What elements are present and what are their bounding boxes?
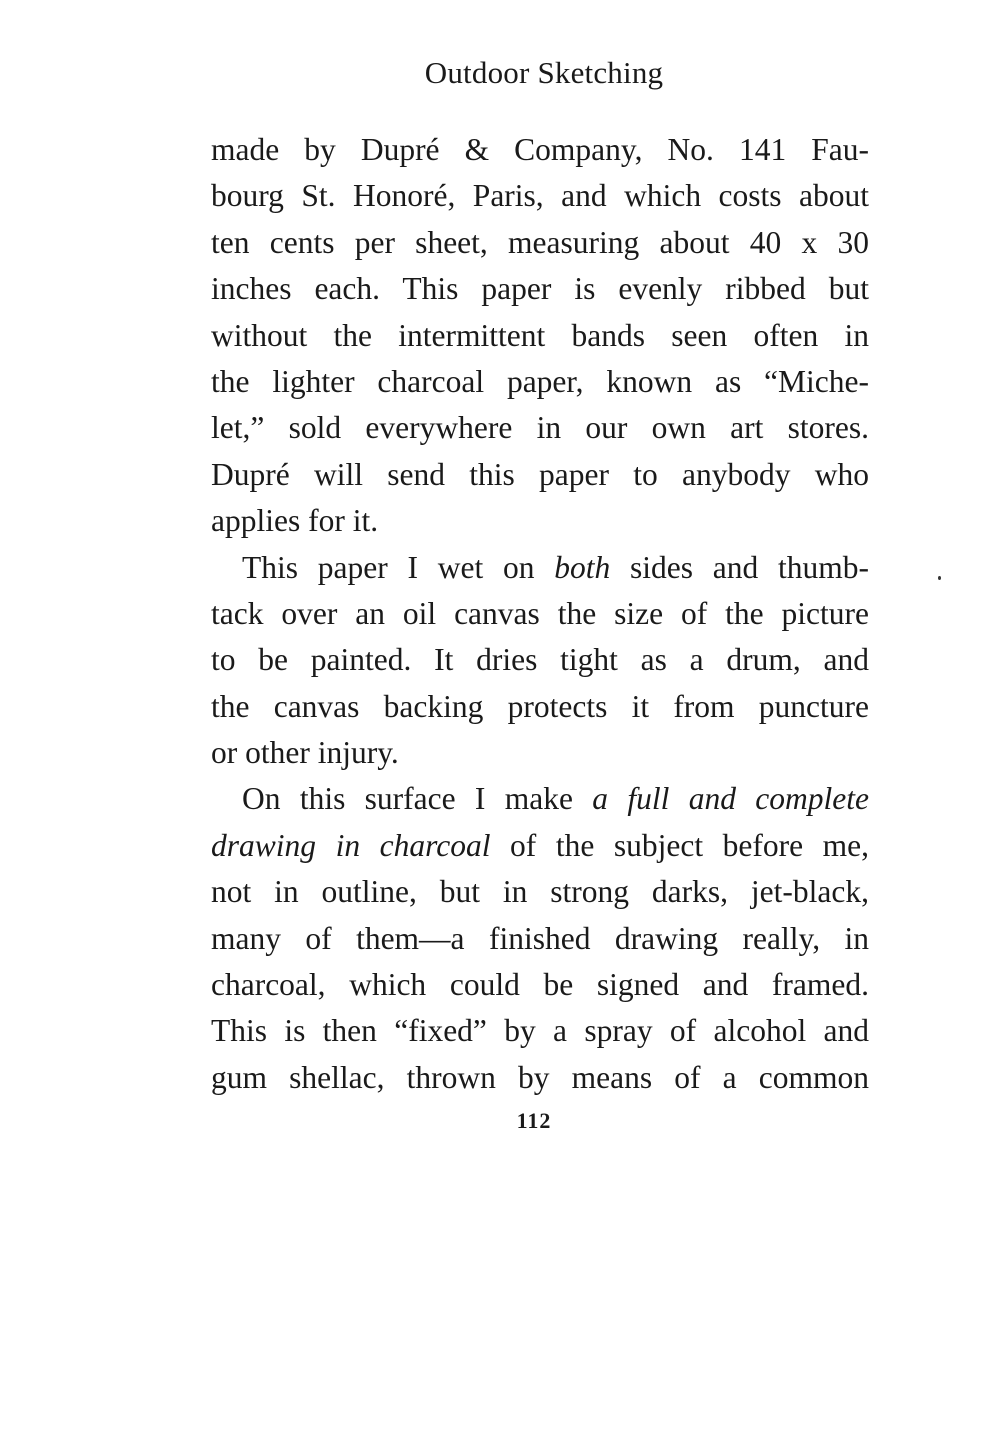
paragraph-2: [211, 545, 869, 777]
text-line: ten cents per sheet, measuring about 40 x 30: [211, 224, 869, 260]
text-line: This is then “fixed” by a spray of alcohol and: [211, 1013, 869, 1049]
text-line: applies for it.: [211, 503, 379, 539]
text-line: [211, 545, 869, 591]
text-line: let,” sold everywhere in our own art stores.: [211, 410, 869, 446]
text-line: tack over an oil canvas the size of the picture: [211, 595, 869, 631]
text-line: [211, 823, 869, 869]
text-line: or other injury.: [211, 735, 399, 771]
text-line: without the intermittent bands seen often in: [211, 317, 869, 353]
body-text: [211, 127, 869, 1101]
emphasis: drawing in charcoal: [211, 827, 491, 863]
text-line: not in outline, but in strong darks, jet-black,: [211, 874, 869, 910]
text-line: bourg St. Honoré, Paris, and which costs about: [211, 178, 869, 214]
text-run: On this surface I make: [242, 781, 593, 817]
text-line: the lighter charcoal paper, known as “Miche-: [211, 363, 869, 399]
text-line: many of them—a finished drawing really, in: [211, 920, 869, 956]
text-line: gum shellac, thrown by means of a common: [211, 1059, 869, 1095]
text-line: the canvas backing protects it from puncture: [211, 688, 869, 724]
text-line: inches each. This paper is evenly ribbed but: [211, 271, 869, 307]
paragraph-1: [211, 127, 869, 545]
text-run: of the subject before me,: [490, 827, 870, 863]
ink-speck: [938, 576, 941, 580]
text-run: This paper I wet on: [242, 549, 555, 585]
paragraph-3: [211, 776, 869, 1101]
text-line: charcoal, which could be signed and framed.: [211, 967, 869, 1003]
text-run: sides and thumb-: [610, 549, 869, 585]
text-line: [211, 776, 869, 822]
text-line: made by Dupré & Company, No. 141 Fau-: [211, 132, 869, 167]
emphasis: both: [554, 549, 611, 585]
emphasis: a full and complete: [592, 781, 869, 817]
running-head: Outdoor Sketching: [424, 55, 664, 90]
page-number: 112: [516, 1108, 552, 1133]
text-line: to be painted. It dries tight as a drum, and: [211, 642, 869, 678]
text-line: Dupré will send this paper to anybody who: [211, 456, 869, 492]
